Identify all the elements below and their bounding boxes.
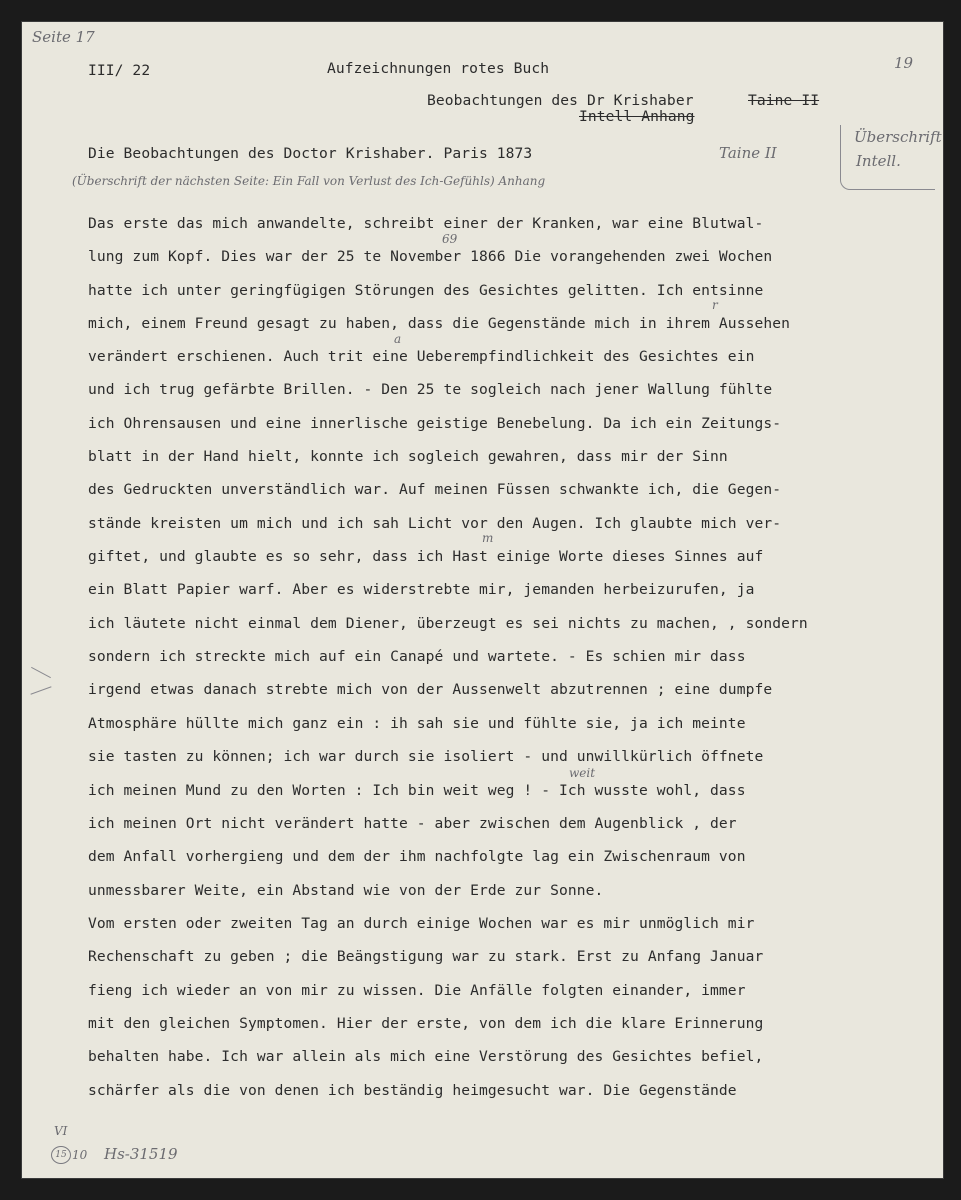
body-line: Atmosphäre hüllte mich ganz ein : ih sah sie und fühlte sie, ja ich meinte [88,715,746,732]
margin-note-10: 10 [72,1148,88,1162]
section-heading: Die Beobachtungen des Doctor Krishaber. Paris 1873 [88,145,533,162]
margin-note-circled: 15 [51,1146,71,1164]
margin-note-page-number: 19 [894,54,914,72]
subtitle-struck-intell: Intell Anhang [579,108,695,125]
body-line: irgend etwas danach strebte mich von der Aussenwelt abzutrennen ; eine dumpfe [88,681,773,698]
body-line: dem Anfall vorhergieng und dem der ihm nachfolgte lag ein Zwischenraum von [88,848,746,865]
body-line: behalten habe. Ich war allein als mich eine Verstörung des Gesichtes befiel, [88,1048,764,1065]
insert-69: 69 [442,232,458,246]
body-line: Das erste das mich anwandelte, schreibt einer der Kranken, war eine Blutwal- [88,215,764,232]
bracket-note: (Überschrift der nächsten Seite: Ein Fall von Verlust des Ich-Gefühls) Anhang [72,174,546,188]
body-line: mit den gleichen Symptomen. Hier der erste, von dem ich die klare Erinnerung [88,1015,764,1032]
page-reference: III/ 22 [88,62,151,79]
body-line: stände kreisten um mich und ich sah Licht vor den Augen. Ich glaubte mich ver- [88,515,782,532]
archive-shelfmark: Hs-31519 [104,1145,178,1163]
body-line: ich läutete nicht einmal dem Diener, überzeugt es sei nichts zu machen, , sondern [88,615,808,632]
pencil-tick [31,667,51,678]
body-line: sondern ich streckte mich auf ein Canapé und wartete. - Es schien mir dass [88,648,746,665]
body-line: ich meinen Mund zu den Worten : Ich bin weit weg ! - Ich wusste wohl, dass [88,782,746,799]
margin-note-ueberschrift: Überschrift [854,128,942,146]
body-line: verändert erschienen. Auch trit eine Ueberempfindlichkeit des Gesichtes ein [88,348,755,365]
pencil-tick [30,686,51,694]
subtitle-struck-taine: Taine II [748,92,820,109]
body-line: des Gedruckten unverständlich war. Auf meinen Füssen schwankte ich, die Gegen- [88,481,782,498]
document-page [22,22,943,1178]
body-line: giftet, und glaubte es so sehr, dass ich Hast einige Worte dieses Sinnes auf [88,548,764,565]
body-line: fieng ich wieder an von mir zu wissen. Die Anfälle folgten einander, immer [88,982,746,999]
body-line: ich Ohrensausen und eine innerlische geistige Benebelung. Da ich ein Zeitungs- [88,415,782,432]
insert-weit: weit [569,766,596,780]
insert-r: r [712,298,718,312]
insert-m: m [482,531,494,545]
body-line: lung zum Kopf. Dies war der 25 te November 1866 Die vorangehenden zwei Wochen [88,248,773,265]
body-line: und ich trug gefärbte Brillen. - Den 25 te sogleich nach jener Wallung fühlte [88,381,773,398]
body-line: unmessbarer Weite, ein Abstand wie von der Erde zur Sonne. [88,882,604,899]
body-line: mich, einem Freund gesagt zu haben, dass die Gegenstände mich in ihrem Aussehen [88,315,791,332]
body-line: Rechenschaft zu geben ; die Beängstigung war zu stark. Erst zu Anfang Januar [88,948,764,965]
body-line: Vom ersten oder zweiten Tag an durch einige Wochen war es mir unmöglich mir [88,915,755,932]
body-line: sie tasten zu können; ich war durch sie isoliert - und unwillkürlich öffnete [88,748,764,765]
margin-note-vi: VI [54,1124,68,1138]
insert-taine: Taine II [719,144,777,162]
document-title: Aufzeichnungen rotes Buch [327,60,550,77]
insert-a: a [394,332,402,346]
body-line: ein Blatt Papier warf. Aber es widerstrebte mir, jemanden herbeizurufen, ja [88,581,755,598]
body-line: ich meinen Ort nicht verändert hatte - aber zwischen dem Augenblick , der [88,815,737,832]
margin-note-seite: Seite 17 [32,28,95,46]
body-line: blatt in der Hand hielt, konnte ich sogleich gewahren, dass mir der Sinn [88,448,728,465]
subtitle-main: Beobachtungen des Dr Krishaber [427,92,694,109]
body-line: schärfer als die von denen ich beständig heimgesucht war. Die Gegenstände [88,1082,737,1099]
margin-note-intell: Intell. [856,152,901,170]
body-line: hatte ich unter geringfügigen Störungen des Gesichtes gelitten. Ich entsinne [88,282,764,299]
